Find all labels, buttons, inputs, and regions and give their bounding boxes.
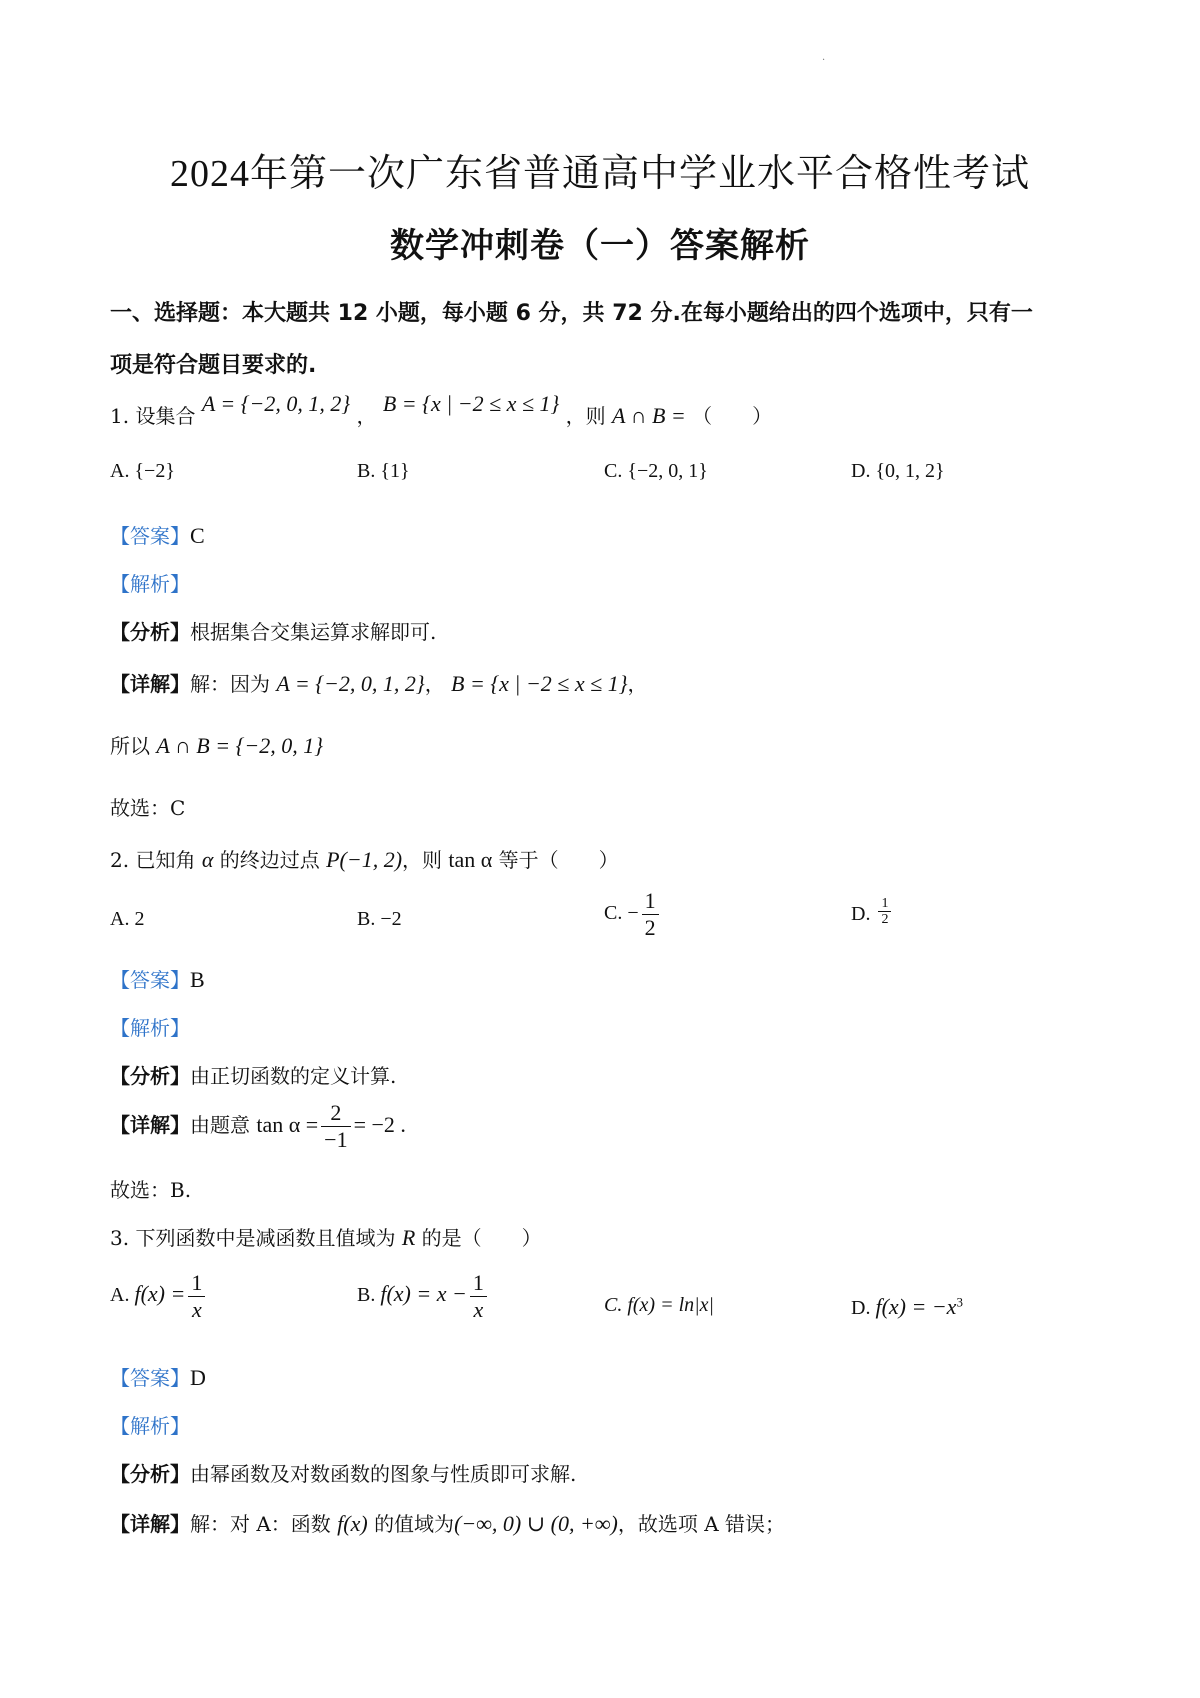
q2-option-b: B. −2 [357, 908, 402, 930]
q2-option-d [851, 896, 894, 927]
title-line-1: 2024年第一次广东省普通高中学业水平合格性考试 [169, 153, 1030, 195]
analysis-label: 【解析】 [110, 572, 190, 596]
q3-analysis-line [110, 1410, 190, 1439]
q1-choose: 故选：C [110, 796, 186, 820]
q2-alpha: α [201, 847, 214, 872]
q1-so-prefix: 所以 [110, 734, 150, 758]
q3-detail-a: 解：对 A：函数 [190, 1512, 331, 1536]
q1-option-a: A. {−2} [110, 460, 175, 482]
q2-text-c: ，则 [402, 848, 443, 872]
q2-option-d-num: 1 [878, 896, 891, 912]
q1-comma: ， [356, 404, 377, 428]
q1-answer-line [110, 520, 205, 549]
q3-option-b-label: B. [357, 1284, 376, 1307]
q2-option-c-num: 1 [642, 888, 659, 915]
q1-number: 1. 设集合 [110, 404, 196, 428]
answer-label: 【答案】 [110, 968, 190, 992]
q3-fenxi: 由幂函数及对数函数的图象与性质即可求解. [190, 1462, 577, 1486]
q2-detail-fraction [321, 1100, 350, 1153]
q3-option-a-lhs: f(x) = [134, 1281, 186, 1307]
title-line-2: 数学冲刺卷（一）答案解析 [390, 226, 810, 266]
q2-option-d-label: D. [851, 903, 871, 926]
q2-text-a: 2. 已知角 [110, 848, 196, 872]
q2-detail-rhs: = −2 . [353, 1112, 406, 1137]
q2-stem [110, 844, 619, 873]
q1-paren: （ ） [692, 404, 773, 428]
q1-so-line [110, 730, 323, 759]
q3-detail-line [110, 1508, 785, 1537]
answer-label: 【答案】 [110, 1366, 190, 1390]
q3-option-b [357, 1270, 490, 1323]
q2-fenxi: 由正切函数的定义计算. [190, 1064, 397, 1088]
detail-label: 【详解】 [110, 672, 190, 696]
fenxi-label: 【分析】 [110, 1462, 190, 1486]
q3-answer: D [190, 1365, 206, 1390]
q2-point: P(−1, 2) [326, 847, 403, 872]
q2-fenxi-line [110, 1060, 396, 1089]
q2-option-d-fraction [878, 896, 891, 927]
analysis-label: 【解析】 [110, 1016, 190, 1040]
q1-so-expr: A ∩ B = {−2, 0, 1} [156, 733, 324, 758]
q1-analysis-line [110, 568, 190, 597]
q2-option-c-den: 2 [644, 915, 656, 940]
q3-detail-fx: f(x) [337, 1511, 368, 1536]
q2-answer: B [190, 967, 205, 992]
q1-option-d: D. {0, 1, 2} [851, 460, 945, 482]
q2-detail-lhs: tan α = [256, 1112, 319, 1137]
q3-text-a: 3. 下列函数中是减函数且值域为 [110, 1226, 396, 1250]
q1-expr: A ∩ B = [612, 403, 686, 428]
q3-fenxi-line [110, 1458, 576, 1487]
q3-detail-c: ，故选项 A 错误； [617, 1512, 786, 1536]
q1-detail-prefix: 解：因为 [190, 672, 270, 696]
q2-detail-den: −1 [324, 1127, 348, 1152]
q1-option-b: B. {1} [357, 460, 410, 482]
fenxi-label: 【分析】 [110, 1064, 190, 1088]
q1-answer: C [190, 523, 205, 548]
q2-detail-prefix: 由题意 [190, 1113, 250, 1137]
q1-set-b: B = {x | −2 ≤ x ≤ 1} [382, 391, 560, 416]
q3-detail-range: (−∞, 0) ∪ (0, +∞) [454, 1511, 618, 1536]
q1-stem [110, 391, 773, 429]
q2-analysis-line [110, 1012, 190, 1041]
q3-option-b-fraction [470, 1270, 487, 1323]
analysis-label: 【解析】 [110, 1414, 190, 1438]
section-heading-line1: 一、选择题：本大题共 12 小题，每小题 6 分，共 72 分.在每小题给出的四个选项中，只有一 [110, 301, 1033, 326]
q3-answer-line [110, 1362, 206, 1391]
detail-label: 【详解】 [110, 1512, 190, 1536]
q1-detail-b: B = {x | −2 ≤ x ≤ 1} [451, 671, 628, 696]
q2-option-a: A. 2 [110, 908, 145, 930]
q3-option-d [851, 1294, 963, 1320]
q1-detail-comma: ， [424, 672, 445, 696]
q3-option-a-label: A. [110, 1284, 130, 1307]
q2-text-d: 等于（ ） [498, 848, 619, 872]
q3-option-d-label: D. [851, 1297, 871, 1319]
q3-stem [110, 1222, 542, 1251]
q1-set-a: A = {−2, 0, 1, 2} [201, 391, 351, 416]
q3-option-d-sup: 3 [956, 1294, 963, 1310]
q2-tan: tan α [448, 847, 493, 872]
q3-option-a-num: 1 [188, 1270, 205, 1297]
q3-option-b-num: 1 [470, 1270, 487, 1297]
detail-label: 【详解】 [110, 1113, 190, 1137]
corner-mark: . [822, 52, 826, 63]
q2-option-c-sign: − [627, 902, 639, 925]
q3-text-b: 的是（ ） [421, 1226, 542, 1250]
q1-detail-a: A = {−2, 0, 1, 2} [276, 671, 425, 696]
q3-option-a-den: x [191, 1297, 202, 1322]
answer-label: 【答案】 [110, 524, 190, 548]
q3-option-b-lhs: f(x) = x − [380, 1281, 467, 1307]
q3-option-d-expr: f(x) = −x [875, 1294, 957, 1319]
q1-then: ，则 [565, 404, 606, 428]
q1-fenxi: 根据集合交集运算求解即可. [190, 620, 437, 644]
q2-option-c [604, 888, 662, 941]
q1-detail-line [110, 668, 648, 697]
q2-option-c-label: C. [604, 902, 623, 925]
q3-option-c: C. f(x) = ln|x| [604, 1294, 715, 1316]
q2-detail-line [110, 1100, 406, 1153]
q2-text-b: 的终边过点 [219, 848, 320, 872]
q2-answer-line [110, 964, 205, 993]
q2-detail-num: 2 [321, 1100, 350, 1127]
q2-option-c-fraction [642, 888, 659, 941]
q3-option-a-fraction [188, 1270, 205, 1323]
q3-detail-b: 的值域为 [374, 1512, 455, 1536]
q1-option-c: C. {−2, 0, 1} [604, 460, 708, 482]
section-heading-line2: 项是符合题目要求的. [110, 353, 317, 378]
q2-option-d-den: 2 [881, 912, 889, 927]
q1-detail-comma2: ， [627, 672, 648, 696]
q3-option-a [110, 1270, 208, 1323]
q1-fenxi-line [110, 616, 436, 645]
q2-choose: 故选：B. [110, 1178, 192, 1202]
fenxi-label: 【分析】 [110, 620, 190, 644]
q3-option-b-den: x [473, 1297, 484, 1322]
q3-r: R [401, 1225, 416, 1250]
